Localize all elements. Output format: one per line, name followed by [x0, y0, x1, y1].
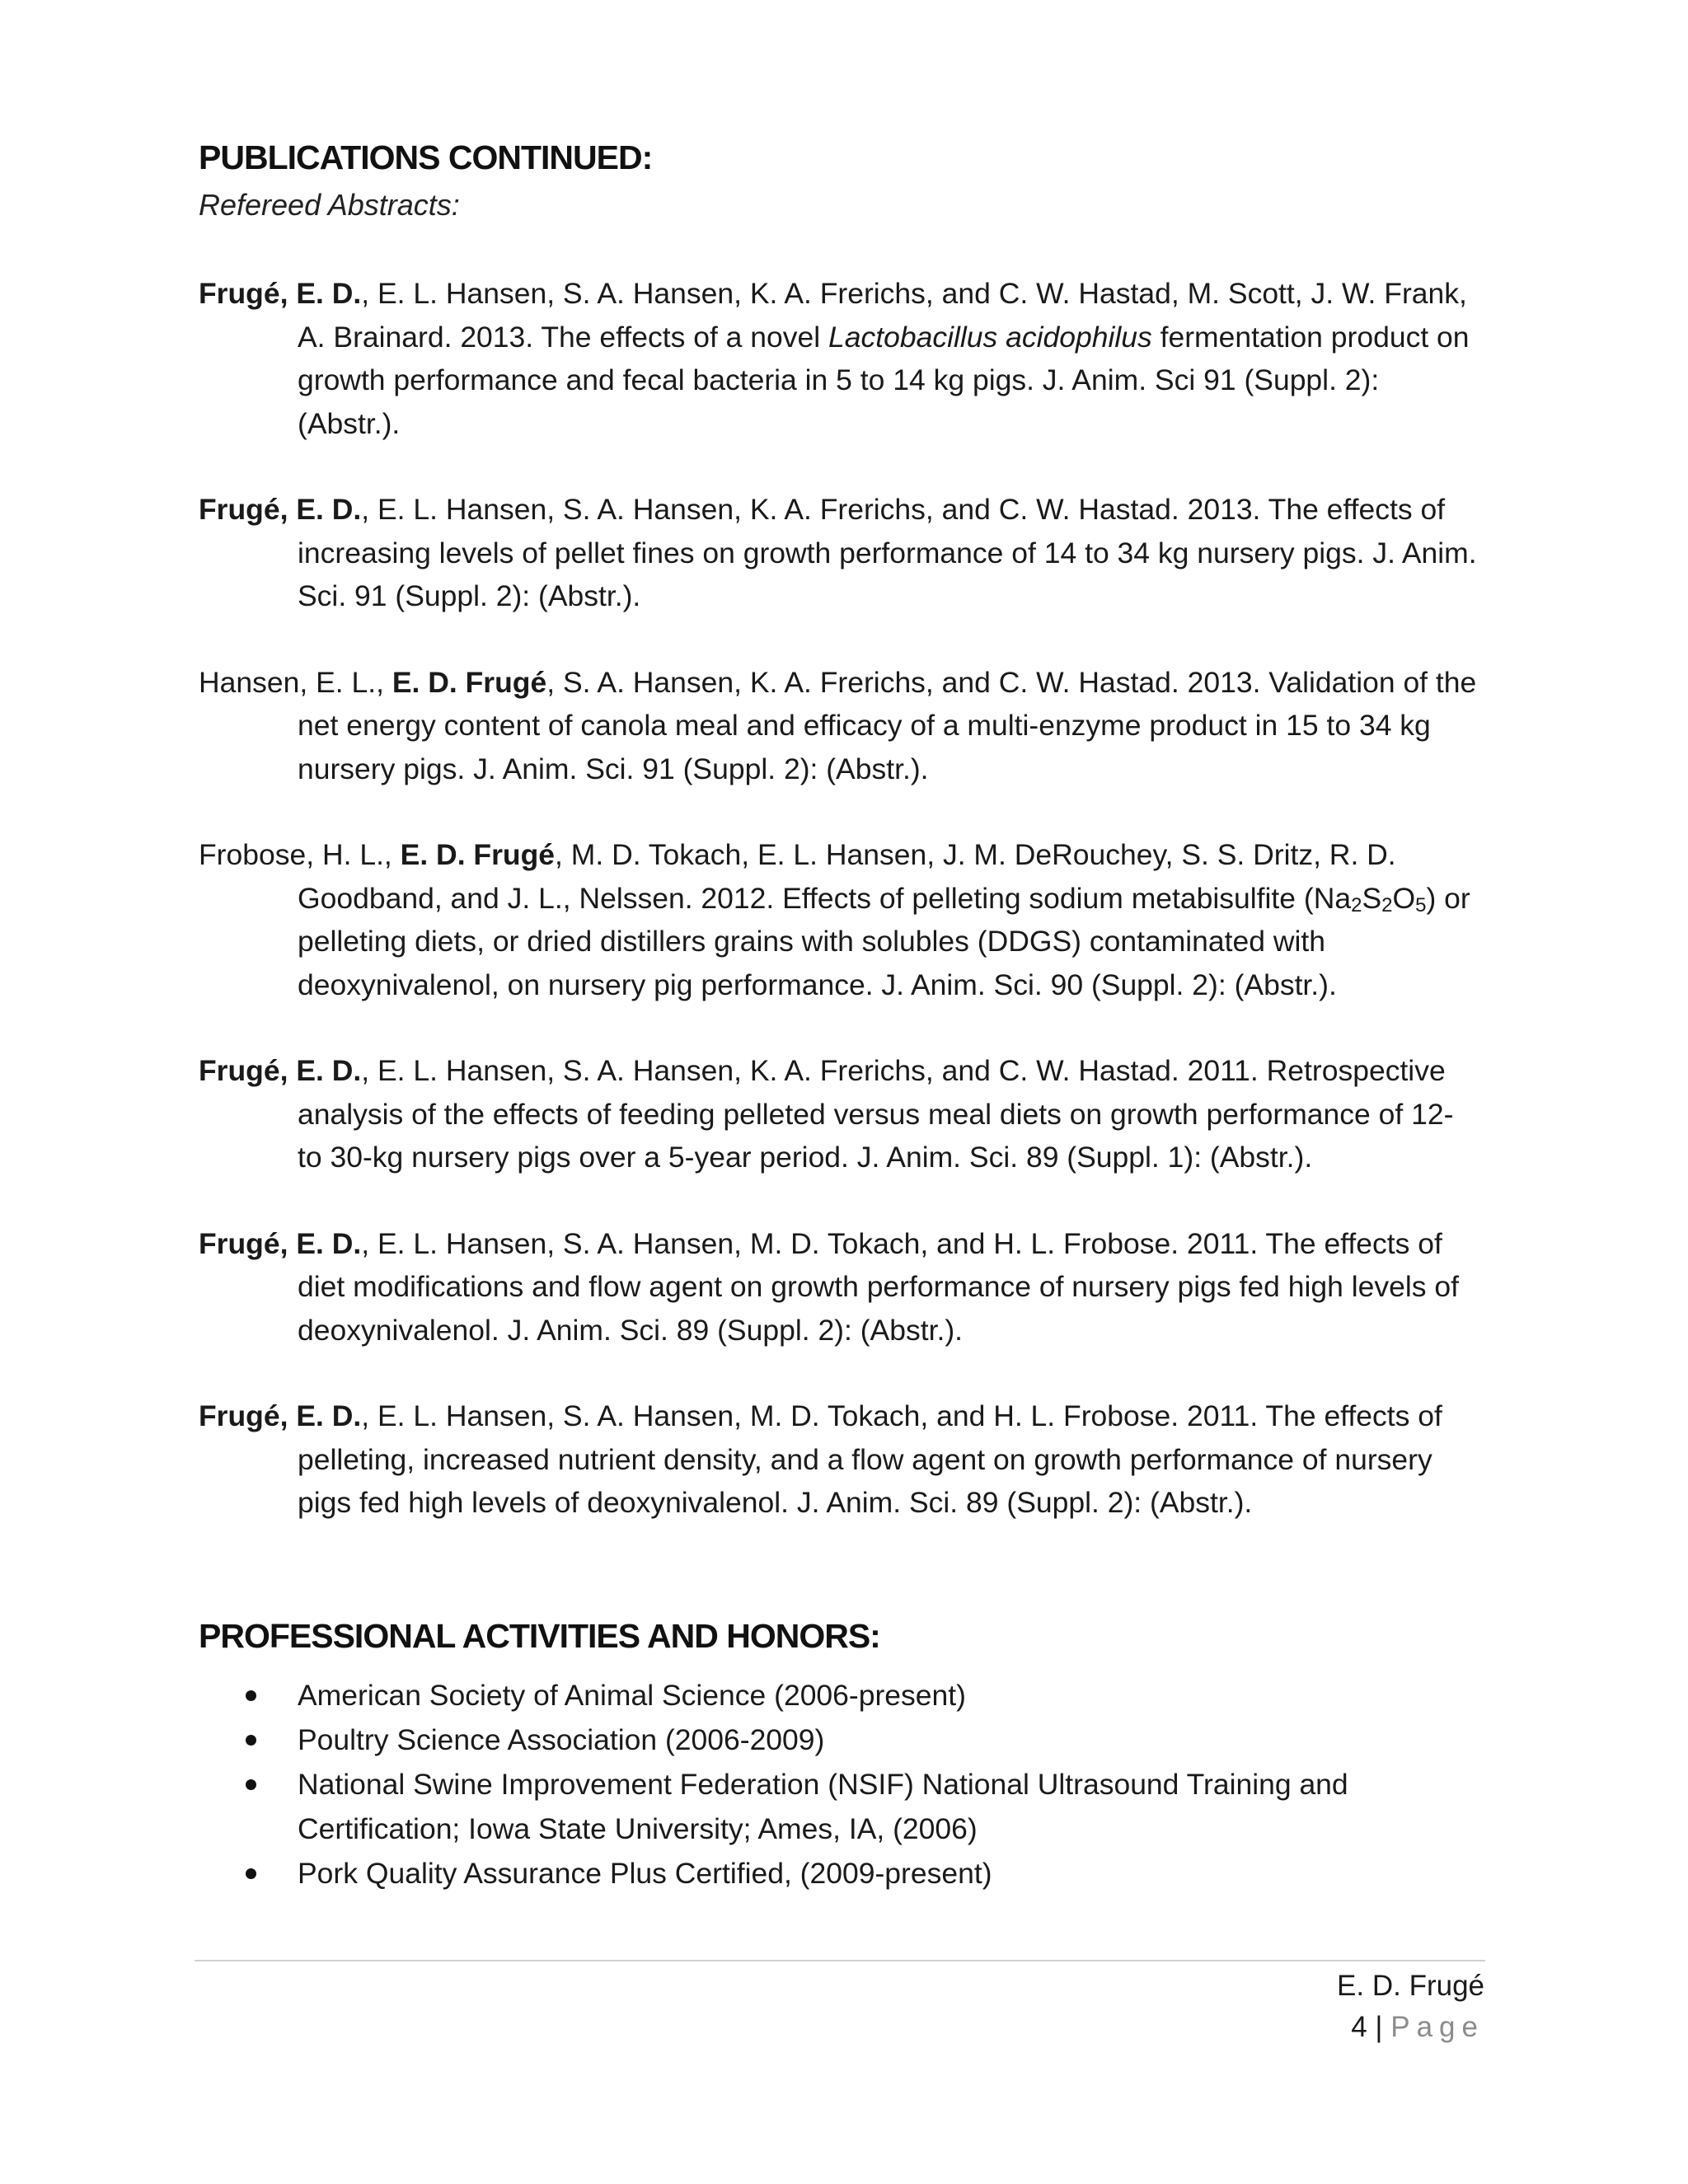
- author-name-bold: E. D. Frugé: [400, 838, 556, 871]
- footer-page-number: [1351, 2008, 1484, 2047]
- publication-entry: [199, 272, 1484, 445]
- bullet-icon: [246, 1868, 256, 1879]
- chemical-subscript: 5: [1415, 893, 1427, 916]
- bullet-icon: [246, 1690, 256, 1701]
- author-name-bold: E. D. Frugé: [392, 665, 547, 699]
- author-name-bold: Frugé, E. D.: [199, 1399, 362, 1432]
- page-label: Page: [1390, 2011, 1484, 2043]
- honor-list-item: [199, 1851, 1484, 1896]
- bullet-icon: [246, 1735, 256, 1746]
- footer-divider: [195, 1960, 1485, 1961]
- citation-text: Frobose, H. L.,: [199, 838, 401, 871]
- citation-text: , E. L. Hansen, S. A. Hansen, K. A. Frerichs, and C. W. Hastad. 2011. Retrospective analysis of the effects of feeding pelleted versus meal diets on growth performance of 12- to 30-kg nursery pigs over a 5-year period. J. Anim. Sci. 89 (Suppl. 1): (Abstr.).: [298, 1054, 1454, 1174]
- publication-entry: [199, 1394, 1484, 1525]
- honor-list-item: [199, 1673, 1484, 1718]
- citation-text: , S. A. Hansen, K. A. Frerichs, and C. W. Hastad. 2013. Validation of the net energy content of canola meal and efficacy of a multi-enzyme product in 15 to 34 kg nursery pigs. J. Anim. Sci. 91 (Suppl. 2): (Abstr.).: [298, 665, 1477, 785]
- publications-heading: PUBLICATIONS CONTINUED:: [199, 138, 653, 176]
- honor-text: National Swine Improvement Federation (NSIF) National Ultrasound Training and Certification; Iowa State University; Ames, IA, (2006): [298, 1768, 1348, 1845]
- page-separator: |: [1375, 2011, 1383, 2043]
- honors-list: [199, 1673, 1484, 1896]
- citation-text: , E. L. Hansen, S. A. Hansen, K. A. Frerichs, and C. W. Hastad. 2013. The effects of increasing levels of pellet fines on growth performance of 14 to 34 kg nursery pigs. J. Anim. Sci. 91 (Suppl. 2): (Abstr.).: [298, 493, 1477, 612]
- publication-entry: [199, 1222, 1484, 1352]
- honor-text: Poultry Science Association (2006-2009): [298, 1723, 825, 1756]
- chemical-subscript: 2: [1381, 893, 1393, 916]
- citation-text: , E. L. Hansen, S. A. Hansen, K. A. Frerichs, and C. W. Hastad, M. Scott, J. W. Frank, A. Brainard. 2013. The effects of a novel: [298, 277, 1467, 354]
- citation-text: , E. L. Hansen, S. A. Hansen, M. D. Tokach, and H. L. Frobose. 2011. The effects of pelleting, increased nutrient density, and a flow agent on growth performance of nursery pigs fed high levels of deoxynivalenol. J. Anim. Sci. 89 (Suppl. 2): (Abstr.).: [298, 1399, 1442, 1519]
- publication-entry: [199, 661, 1484, 791]
- honor-list-item: [199, 1718, 1484, 1762]
- honor-list-item: [199, 1762, 1484, 1851]
- bullet-icon: [246, 1779, 256, 1790]
- publication-entry: [199, 833, 1484, 1006]
- footer-author-name: E. D. Frugé: [1337, 1970, 1484, 2002]
- species-name-italic: Lactobacillus acidophilus: [828, 320, 1152, 354]
- publication-list: [199, 272, 1484, 1568]
- publication-entry: [199, 1049, 1484, 1179]
- citation-text: Hansen, E. L.,: [199, 665, 392, 699]
- author-name-bold: Frugé, E. D.: [199, 493, 362, 526]
- honor-text: American Society of Animal Science (2006-present): [298, 1679, 966, 1712]
- citation-text: ) or pelleting diets, or dried distillers grains with solubles (DDGS) contaminated with deoxynivalenol, on nursery pig performance. J. Anim. Sci. 90 (Suppl. 2): (Abstr.).: [298, 881, 1470, 1001]
- refereed-abstracts-subheading: Refereed Abstracts:: [199, 188, 460, 222]
- citation-text: S: [1362, 881, 1382, 915]
- citation-text: O: [1392, 881, 1416, 915]
- publication-entry: [199, 488, 1484, 618]
- honor-text: Pork Quality Assurance Plus Certified, (2009-present): [298, 1857, 992, 1890]
- chemical-subscript: 2: [1351, 893, 1362, 916]
- citation-text: , E. L. Hansen, S. A. Hansen, M. D. Tokach, and H. L. Frobose. 2011. The effects of diet modifications and flow agent on growth performance of nursery pigs fed high levels of deoxynivalenol. J. Anim. Sci. 89 (Suppl. 2): (Abstr.).: [298, 1226, 1459, 1347]
- page-number: 4: [1351, 2011, 1367, 2043]
- honors-heading: PROFESSIONAL ACTIVITIES AND HONORS:: [199, 1617, 880, 1655]
- author-name-bold: Frugé, E. D.: [199, 277, 362, 310]
- author-name-bold: Frugé, E. D.: [199, 1226, 362, 1260]
- citation-text: fermentation product on growth performance and fecal bacteria in 5 to 14 kg pigs. J. Anim. Sci 91 (Suppl. 2): (Abstr.).: [298, 320, 1470, 440]
- author-name-bold: Frugé, E. D.: [199, 1054, 362, 1087]
- citation-text: , M. D. Tokach, E. L. Hansen, J. M. DeRouchey, S. S. Dritz, R. D. Goodband, and J. L., Nelssen. 2012. Effects of pelleting sodium metabisulfite (Na: [298, 838, 1396, 915]
